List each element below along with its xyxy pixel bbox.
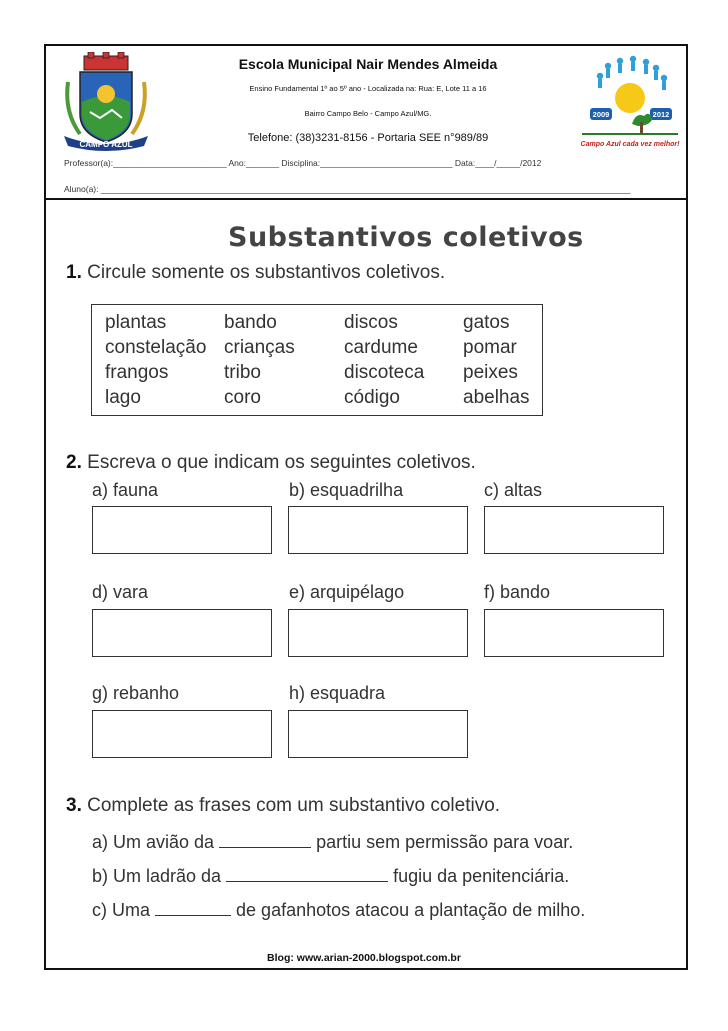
item-label: f) bando <box>484 582 551 602</box>
item-label: b) esquadrilha <box>289 480 404 500</box>
word-item[interactable]: gatos <box>463 312 510 333</box>
answer-box[interactable] <box>484 506 664 554</box>
question-2-text: Escreva o que indicam os seguintes coletivos. <box>87 452 476 473</box>
word-item[interactable]: crianças <box>224 337 295 358</box>
sentence-a-start: a) Um avião da <box>92 832 215 852</box>
answer-box[interactable] <box>484 609 664 657</box>
sentence-c-start: c) Uma <box>92 900 150 920</box>
word-item[interactable]: cardume <box>344 337 418 358</box>
answer-box[interactable] <box>92 506 272 554</box>
word-item[interactable]: código <box>344 387 400 408</box>
word-item[interactable]: discoteca <box>344 362 425 383</box>
sentence-c-end: de gafanhotos atacou a plantação de milho. <box>236 900 586 920</box>
word-item[interactable]: constelação <box>105 337 207 358</box>
header-divider <box>44 198 688 200</box>
school-name: Escola Municipal Nair Mendes Almeida <box>238 56 498 72</box>
word-item[interactable]: lago <box>105 387 141 408</box>
question-3-text: Complete as frases com um substantivo coletivo. <box>87 795 501 816</box>
question-2-number: 2. <box>66 452 82 473</box>
sentence-a-blank[interactable] <box>219 833 311 848</box>
item-label: d) vara <box>92 582 149 602</box>
answer-box[interactable] <box>92 710 272 758</box>
sentence-b <box>92 866 569 887</box>
word-item[interactable]: frangos <box>105 362 169 383</box>
year-start-label: 2009 <box>592 110 610 119</box>
word-item[interactable]: abelhas <box>463 387 530 408</box>
coat-of-arms-logo <box>60 52 152 152</box>
question-1 <box>66 262 445 284</box>
school-neighborhood: Bairro Campo Belo - Campo Azul/MG. <box>304 109 432 118</box>
word-item[interactable]: discos <box>344 312 398 333</box>
word-item[interactable]: tribo <box>224 362 261 383</box>
teacher-year-subject-date-fields[interactable]: Professor(a):________________________ Ano:_______ Disciplina:____________________________ Data:____/_____/2012 <box>64 158 542 168</box>
sentence-c <box>92 900 585 921</box>
campo-azul-slogan-logo <box>578 54 682 154</box>
question-2 <box>66 452 476 474</box>
question-3 <box>66 795 500 817</box>
word-box <box>91 304 543 416</box>
sentence-c-blank[interactable] <box>155 901 231 916</box>
sentence-b-end: fugiu da penitenciária. <box>393 866 570 886</box>
coat-of-arms-text: CAMPO AZUL <box>79 140 133 149</box>
worksheet-title: Substantivos coletivos <box>228 222 584 253</box>
year-end-label: 2012 <box>652 110 670 119</box>
blog-footer: Blog: www.arian-2000.blogspot.com.br <box>267 952 461 964</box>
school-phone: Telefone: (38)3231-8156 - Portaria SEE n°989/89 <box>247 132 489 144</box>
word-item[interactable]: peixes <box>463 362 518 383</box>
sentence-b-start: b) Um ladrão da <box>92 866 222 886</box>
word-item[interactable]: coro <box>224 387 261 408</box>
item-label: a) fauna <box>92 480 159 500</box>
item-label: g) rebanho <box>92 683 180 703</box>
student-name-field[interactable]: Aluno(a): ________________________________________________________________________________________________________________ <box>64 184 631 194</box>
sentence-a <box>92 832 573 853</box>
item-label: c) altas <box>484 480 543 500</box>
answer-box[interactable] <box>288 710 468 758</box>
word-item[interactable]: bando <box>224 312 277 333</box>
slogan-text: Campo Azul cada vez melhor! <box>580 141 680 148</box>
word-item[interactable]: pomar <box>463 337 517 358</box>
school-address: Ensino Fundamental 1º ao 5º ano - Localizada na: Rua: E, Lote 11 a 16 <box>249 84 487 93</box>
item-label: h) esquadra <box>289 683 386 703</box>
word-item[interactable]: plantas <box>105 312 167 333</box>
answer-box[interactable] <box>288 506 468 554</box>
question-3-number: 3. <box>66 795 82 816</box>
question-1-text: Circule somente os substantivos coletivos. <box>87 262 446 283</box>
answer-box[interactable] <box>288 609 468 657</box>
question-1-number: 1. <box>66 262 82 283</box>
sentence-a-end: partiu sem permissão para voar. <box>316 832 574 852</box>
sentence-b-blank[interactable] <box>226 867 388 882</box>
answer-box[interactable] <box>92 609 272 657</box>
item-label: e) arquipélago <box>289 582 405 602</box>
